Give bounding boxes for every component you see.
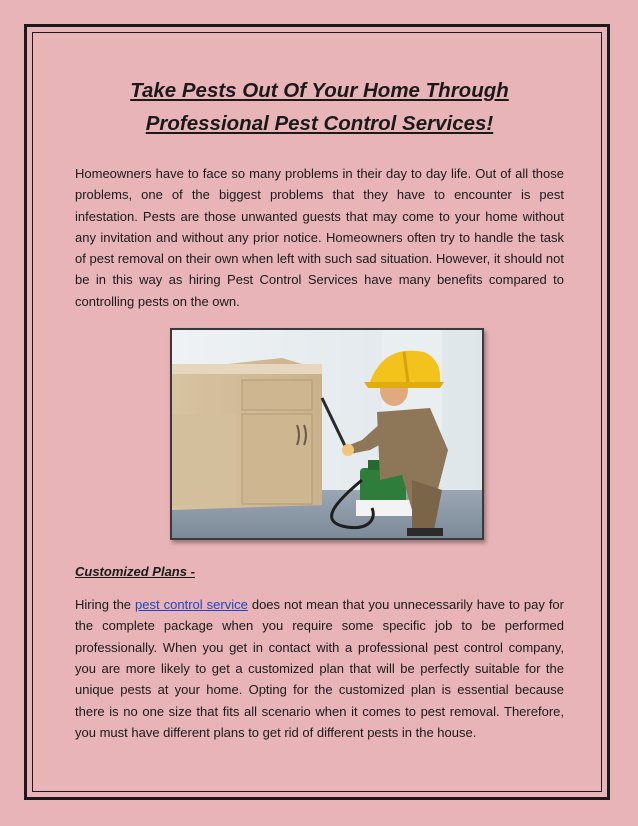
pest-control-service-link[interactable]: pest control service <box>135 597 248 613</box>
pest-control-photo <box>170 328 484 540</box>
paragraph-text-before-link: Hiring the <box>75 597 136 613</box>
section-heading-customized-plans: Customized Plans - <box>75 564 195 580</box>
document-body <box>75 74 564 743</box>
paragraph-text-after-link: does not mean that you unnecessarily have to pay for the complete package when you require some specific job to be performed professionally. When you get in contact with a professional pest control company, you are more likely to get a customized plan that will be perfectly suitable for the unique pests at your home. Opting for the customized plan is essential because there is no one size that fits all scenario when it comes to pest removal. Therefore, you must have different plans to get rid of different pests in the house. <box>75 597 564 740</box>
page-title: Take Pests Out Of Your Home Through Professional Pest Control Services! <box>130 79 509 135</box>
customized-plans-paragraph <box>75 594 564 743</box>
intro-paragraph: Homeowners have to face so many problems in their day to day life. Out of all those problems, one of the biggest problems that they have to encounter is pest infestation. Pests are those unwanted guests that may come to your home without any invitation and without any prior notice. Homeowners often try to handle the task of pest removal on their own when left with such sad situation. However, it should not be in this way as hiring Pest Control Services have many benefits compared to controlling pests on the own. <box>75 166 564 309</box>
